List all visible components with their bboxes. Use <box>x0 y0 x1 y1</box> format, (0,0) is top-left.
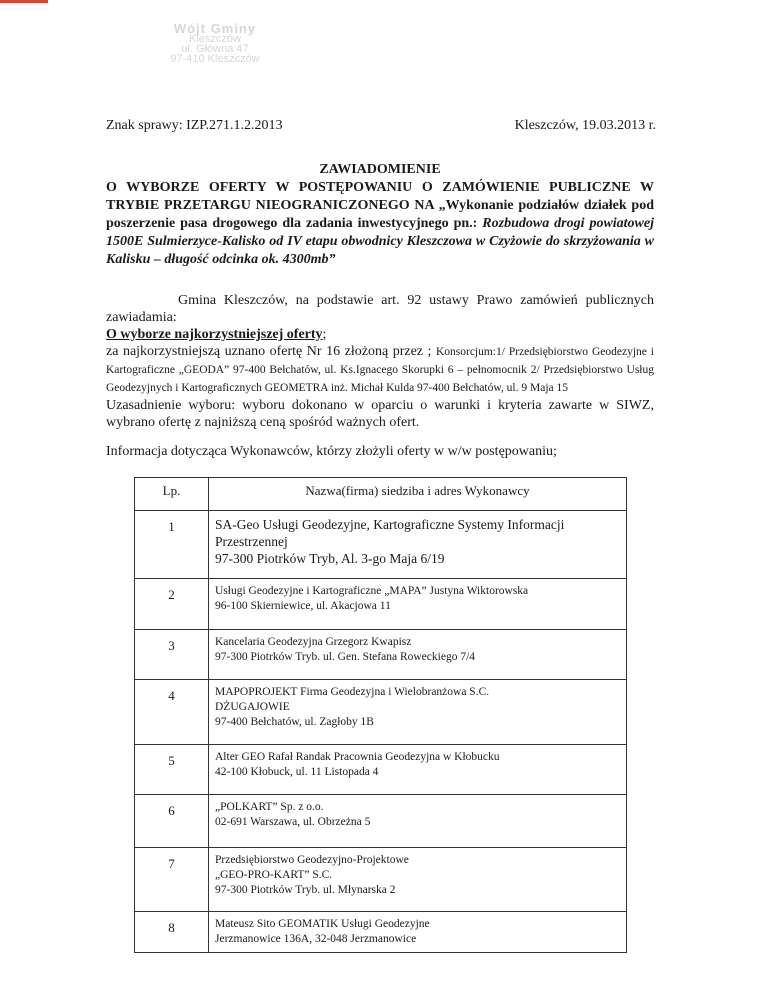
row-number: 3 <box>135 630 209 680</box>
row-number: 7 <box>135 848 209 912</box>
contractors-table <box>134 477 627 953</box>
section-heading-line <box>106 326 654 343</box>
table-header-row <box>135 478 627 511</box>
row-number: 4 <box>135 680 209 745</box>
contractor-cell <box>209 848 627 912</box>
contractor-line: 97-300 Piotrków Tryb. ul. Młynarska 2 <box>215 884 396 896</box>
contractor-line: „POLKART” Sp. z o.o. <box>215 801 324 813</box>
contractor-cell <box>209 745 627 795</box>
section-heading-suffix: ; <box>322 327 327 342</box>
place-date: Kleszczów, 19.03.2013 r. <box>514 118 656 133</box>
table-row <box>135 630 627 680</box>
table-row <box>135 745 627 795</box>
table-row <box>135 680 627 745</box>
notice-body <box>106 292 654 431</box>
contractor-cell <box>209 511 627 579</box>
contractor-line: Alter GEO Rafał Randak Pracownia Geodezyjna w Kłobucku <box>215 751 500 763</box>
faded-stamp <box>140 21 290 86</box>
intro-paragraph: Gmina Kleszczów, na podstawie art. 92 ustawy Prawo zamówień publicznych zawiadamia: <box>106 293 654 325</box>
offer-intro: za najkorzystniejszą uznano ofertę Nr 16 złożoną przez ; <box>106 344 436 359</box>
row-number: 2 <box>135 579 209 630</box>
contractor-line: Mateusz Sito GEOMATIK Usługi Geodezyjne <box>215 918 430 930</box>
contractor-line: DŻUGAJOWIE <box>215 701 290 713</box>
table-row <box>135 795 627 848</box>
notice-title <box>106 161 654 269</box>
column-header-lp: Lp. <box>135 478 209 511</box>
offer-details: Konsorcjum:1/ Przedsiębiorstwo Geodezyjne i Kartograficzne „GEODA” 97-400 Bełchatów, ul. Ks.Ignacego Skorupki 6 – pełnomocnik 2/ Przedsiębiorstwo Usług Geodezyjnych i Kartograficznych GEOMETRA inż. Michał Kulda 97-400 Bełchatów, ul. 9 Maja 15 <box>106 346 654 394</box>
stamp-line: Wójt Gminy <box>173 21 257 36</box>
title-subject-italic: Rozbudowa drogi powiatowej 1500E Sulmierzyce-Kalisko od IV etapu obwodnicy Kleszczowa w Czyżowie do skrzyżowania w Kalisku – długość odcinka ok. 4300mb” <box>106 216 655 267</box>
column-header-name: Nazwa(firma) siedziba i adres Wykonawcy <box>209 478 627 511</box>
row-number: 6 <box>135 795 209 848</box>
contractor-cell <box>209 912 627 953</box>
contractor-line: 97-400 Bełchatów, ul. Zagłoby 1B <box>215 716 374 728</box>
contractor-line: 96-100 Skierniewice, ul. Akacjowa 11 <box>215 600 391 612</box>
title-subject <box>106 179 654 269</box>
contractor-cell <box>209 579 627 630</box>
stamp-line: Kleszczów <box>189 33 241 45</box>
stamp-line: ul. Główna 47 <box>181 43 249 55</box>
contractor-cell <box>209 680 627 745</box>
offer-paragraph <box>106 343 654 397</box>
contractor-line: „GEO-PRO-KART” S.C. <box>215 869 333 881</box>
contractor-line: Usługi Geodezyjne i Kartograficzne „MAPA” Justyna Wiktorowska <box>215 585 529 597</box>
title-subject-text: O WYBORZE OFERTY W POSTĘPOWANIU O ZAMÓWIENIE PUBLICZNE W TRYBIE PRZETARGU NIEOGRANICZONEGO NA „Wykonanie podziałów działek pod poszerzenie pasa drogowego dla zadania inwestycyjnego pn.: <box>106 180 654 231</box>
table-row <box>135 912 627 953</box>
contractor-cell <box>209 630 627 680</box>
contractor-line: 97-300 Piotrków Tryb, Al. 3-go Maja 6/19 <box>215 551 445 566</box>
contractor-line: 42-100 Kłobuck, ul. 11 Listopada 4 <box>215 766 379 778</box>
contractor-line: Jerzmanowice 136A, 32-048 Jerzmanowice <box>215 933 417 945</box>
section-heading: O wyborze najkorzystniejszej oferty <box>106 327 323 342</box>
contractor-line: 97-300 Piotrków Tryb. ul. Gen. Stefana Roweckiego 7/4 <box>215 651 476 663</box>
contractor-line: MAPOPROJEKT Firma Geodezyjna i Wielobranżowa S.C. <box>215 686 490 698</box>
row-number: 5 <box>135 745 209 795</box>
table-row <box>135 579 627 630</box>
table-row <box>135 848 627 912</box>
contractor-line: SA-Geo Usługi Geodezyjne, Kartograficzne Systemy Informacji Przestrzennej <box>215 517 565 549</box>
contractor-line: 02-691 Warszawa, ul. Obrzeżna 5 <box>215 816 371 828</box>
row-number: 1 <box>135 511 209 579</box>
contractor-line: Przedsiębiorstwo Geodezyjno-Projektowe <box>215 854 409 866</box>
case-reference: Znak sprawy: IZP.271.1.2.2013 <box>106 118 283 133</box>
contractor-cell <box>209 795 627 848</box>
row-number: 8 <box>135 912 209 953</box>
contractor-line: Kancelaria Geodezyjna Grzegorz Kwapisz <box>215 636 412 648</box>
stamp-line: 97-410 Kleszczów <box>170 53 260 65</box>
corner-mark <box>0 0 48 3</box>
justification-paragraph: Uzasadnienie wyboru: wyboru dokonano w oparciu o warunki i kryteria zawarte w SIWZ, wybrano ofertę z najniższą ceną spośród ważnych ofert. <box>106 398 654 430</box>
contractors-info-line: Informacja dotycząca Wykonawców, którzy złożyli oferty w w/w postępowaniu; <box>106 444 557 459</box>
table-row <box>135 511 627 579</box>
document-title: ZAWIADOMIENIE <box>319 162 441 177</box>
